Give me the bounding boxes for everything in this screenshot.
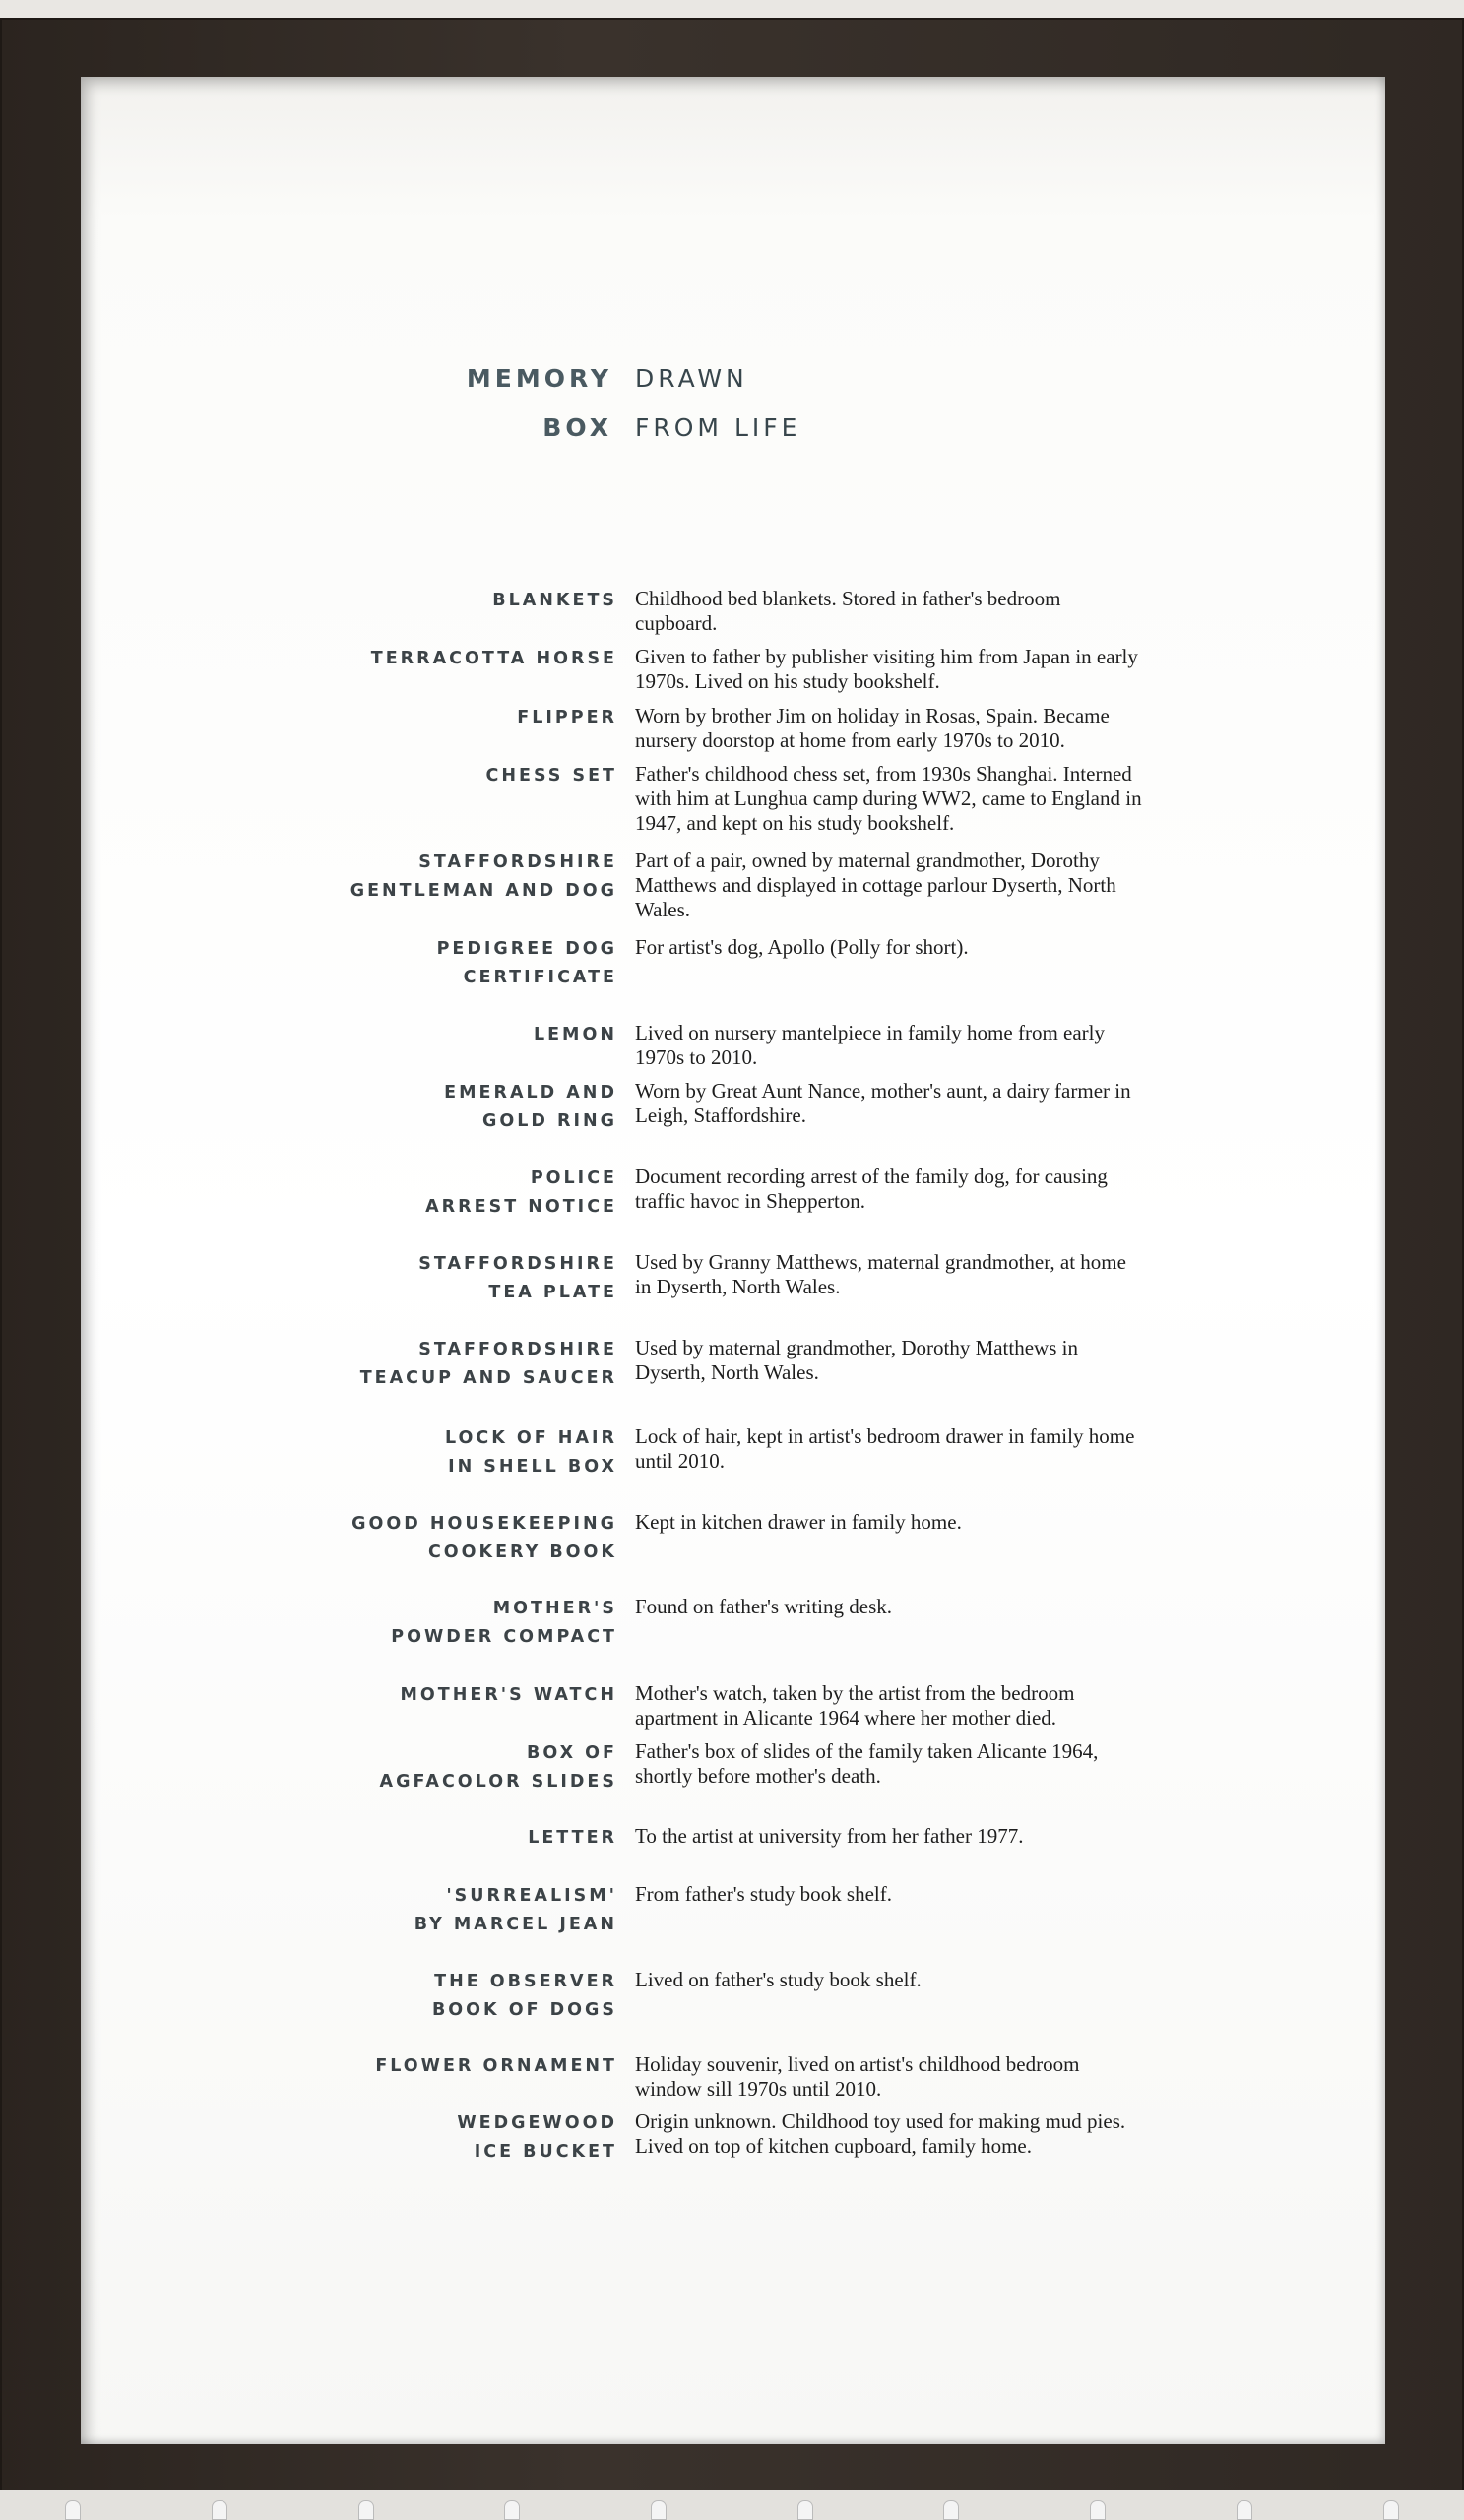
- item-label-line: 'SURREALISM': [446, 1886, 617, 1906]
- wall-hooks: [0, 2490, 1464, 2520]
- item-description: Given to father by publisher visiting him from Japan in early 1970s. Lived on his study bookshelf.: [635, 645, 1138, 693]
- title-right-line-1: DRAWN: [635, 364, 748, 393]
- hook-icon: [1090, 2500, 1106, 2520]
- item-label: [375, 2052, 617, 2081]
- item-label: [414, 1882, 617, 1939]
- item-description: For artist's dog, Apollo (Polly for short).: [635, 935, 969, 959]
- hook-icon: [65, 2500, 81, 2520]
- item-label: [517, 704, 617, 732]
- item-label-line: GOOD HOUSEKEEPING: [351, 1514, 617, 1534]
- item-description: To the artist at university from her father 1977.: [635, 1824, 1024, 1848]
- item-label-line: ICE BUCKET: [474, 2142, 617, 2162]
- item-label-line: FLIPPER: [517, 708, 617, 727]
- item-label-line: BOOK OF DOGS: [431, 2000, 617, 2020]
- item-label-line: POLICE: [530, 1168, 617, 1188]
- item-label: [492, 587, 617, 615]
- item-label-line: COOKERY BOOK: [427, 1543, 617, 1562]
- item-label: [391, 1595, 617, 1652]
- item-label-line: STAFFORDSHIRE: [418, 852, 617, 872]
- item-description: Lock of hair, kept in artist's bedroom drawer in family home until 2010.: [635, 1424, 1135, 1473]
- item-label: [444, 1079, 617, 1136]
- item-label: [418, 1250, 617, 1307]
- title-left-line-1: MEMORY: [466, 364, 612, 393]
- item-label-line: PEDIGREE DOG: [436, 939, 617, 959]
- item-description: Lived on nursery mantelpiece in family home from early 1970s to 2010.: [635, 1021, 1106, 1069]
- item-description: Kept in kitchen drawer in family home.: [635, 1510, 962, 1534]
- item-description: Father's childhood chess set, from 1930s Shanghai. Interned with him at Lunghua camp during WW2, came to England in 1947, and kept on his study bookshelf.: [635, 762, 1142, 835]
- item-label: [350, 849, 617, 906]
- item-description: Used by maternal grandmother, Dorothy Matthews in Dyserth, North Wales.: [635, 1336, 1078, 1384]
- item-description: Childhood bed blankets. Stored in father's bedroom cupboard.: [635, 587, 1061, 635]
- item-description: Document recording arrest of the family dog, for causing traffic havoc in Shepperton.: [635, 1165, 1108, 1213]
- item-label: [534, 1021, 617, 1049]
- item-label: [360, 1336, 617, 1393]
- item-label-line: IN SHELL BOX: [448, 1457, 617, 1477]
- item-description: Origin unknown. Childhood toy used for making mud pies. Lived on top of kitchen cupboard, family home.: [635, 2110, 1126, 2158]
- title-right-line-2: FROM LIFE: [635, 413, 801, 442]
- item-description: Found on father's writing desk.: [635, 1595, 893, 1618]
- hook-icon: [1383, 2500, 1399, 2520]
- item-label-line: POWDER COMPACT: [391, 1627, 617, 1647]
- item-label: [371, 645, 617, 673]
- item-description: Lived on father's study book shelf.: [635, 1968, 922, 1991]
- item-label-line: STAFFORDSHIRE: [418, 1340, 617, 1359]
- item-label-line: FLOWER ORNAMENT: [375, 2056, 617, 2076]
- hook-icon: [651, 2500, 667, 2520]
- item-label-line: STAFFORDSHIRE: [418, 1254, 617, 1274]
- item-label: [351, 1510, 617, 1567]
- item-description: Part of a pair, owned by maternal grandmother, Dorothy Matthews and displayed in cottage parlour Dyserth, North Wales.: [635, 849, 1116, 921]
- item-description: Father's box of slides of the family taken Alicante 1964, shortly before mother's death.: [635, 1739, 1099, 1788]
- hook-icon: [797, 2500, 813, 2520]
- item-description: Worn by brother Jim on holiday in Rosas, Spain. Became nursery doorstop at home from early 1970s to 2010.: [635, 704, 1110, 752]
- item-label: [432, 1968, 617, 2025]
- item-description: Worn by Great Aunt Nance, mother's aunt, a dairy farmer in Leigh, Staffordshire.: [635, 1079, 1131, 1127]
- item-label-line: MOTHER'S: [492, 1599, 617, 1618]
- item-description: Mother's watch, taken by the artist from the bedroom apartment in Alicante 1964 where her mother died.: [635, 1681, 1075, 1730]
- item-label: [380, 1739, 617, 1796]
- hook-icon: [212, 2500, 227, 2520]
- item-label-line: BOX OF: [526, 1743, 617, 1763]
- item-label-line: GOLD RING: [481, 1111, 617, 1131]
- item-label-line: AGFACOLOR SLIDES: [379, 1772, 617, 1792]
- item-label-line: LEMON: [533, 1025, 617, 1044]
- item-label-line: BY MARCEL JEAN: [414, 1915, 617, 1934]
- item-label-line: TERRACOTTA HORSE: [370, 649, 617, 668]
- item-description: Used by Granny Matthews, maternal grandmother, at home in Dyserth, North Wales.: [635, 1250, 1126, 1298]
- item-label-line: TEACUP AND SAUCER: [359, 1368, 617, 1388]
- item-label: [437, 935, 617, 992]
- hook-icon: [358, 2500, 374, 2520]
- item-label-line: BLANKETS: [492, 591, 617, 610]
- hook-icon: [1237, 2500, 1252, 2520]
- hook-icon: [504, 2500, 520, 2520]
- item-label-line: ARREST NOTICE: [425, 1197, 617, 1217]
- item-label-line: THE OBSERVER: [434, 1972, 617, 1991]
- item-label-line: LETTER: [528, 1828, 617, 1848]
- item-label-line: TEA PLATE: [488, 1283, 617, 1302]
- hook-icon: [943, 2500, 959, 2520]
- item-label-line: WEDGEWOOD: [457, 2113, 617, 2133]
- item-label-line: EMERALD AND: [444, 1083, 617, 1102]
- item-label: [528, 1824, 617, 1853]
- item-label: [425, 1165, 617, 1222]
- page-title: [0, 364, 1464, 463]
- item-label: [486, 762, 617, 790]
- item-label-line: LOCK OF HAIR: [444, 1428, 617, 1448]
- item-label-line: GENTLEMAN AND DOG: [350, 881, 617, 901]
- item-label-line: CHESS SET: [485, 766, 617, 786]
- item-description: Holiday souvenir, lived on artist's childhood bedroom window sill 1970s until 2010.: [635, 2052, 1080, 2101]
- title-left-line-2: BOX: [542, 413, 612, 442]
- item-label-line: CERTIFICATE: [463, 968, 617, 987]
- item-description: From father's study book shelf.: [635, 1882, 893, 1906]
- item-label: [445, 1424, 617, 1481]
- item-label-line: MOTHER'S WATCH: [400, 1685, 617, 1705]
- item-label: [401, 1681, 618, 1710]
- item-label: [457, 2110, 617, 2167]
